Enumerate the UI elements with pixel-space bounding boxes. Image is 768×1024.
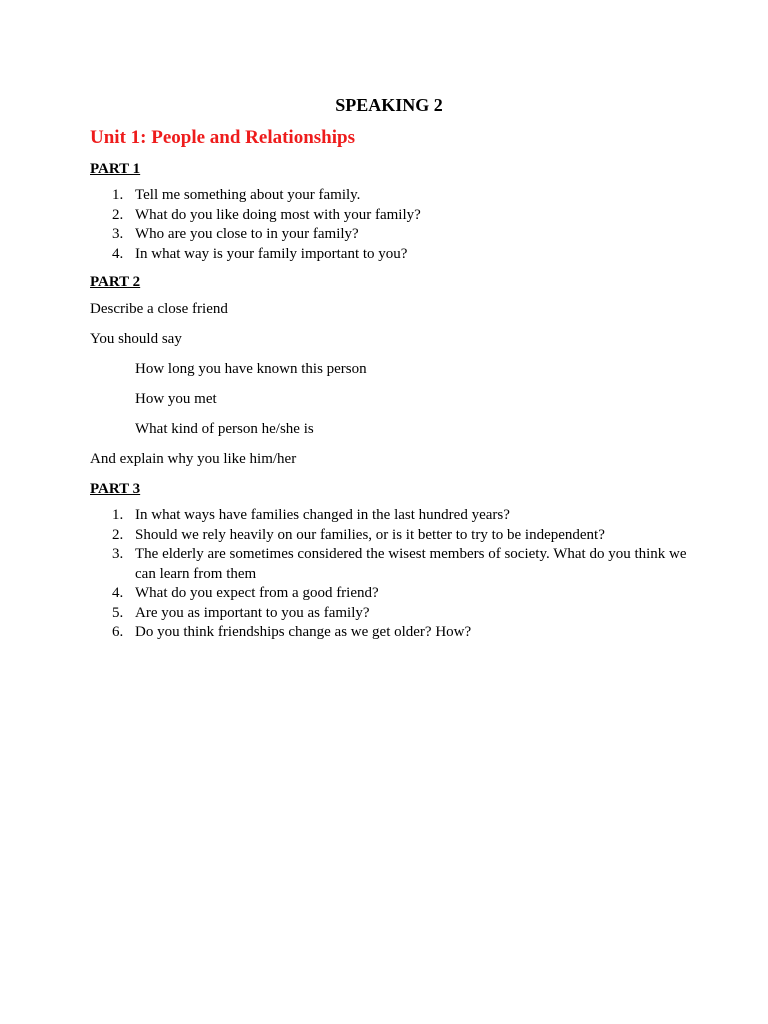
part-3-question-list — [90, 506, 688, 643]
list-number: 1. — [112, 507, 124, 523]
part-1-heading: PART 1 — [90, 161, 141, 177]
question-text: Should we rely heavily on our families, or is it better to try to be independent? — [135, 526, 605, 543]
question-text: Are you as important to you as family? — [135, 604, 370, 621]
list-item — [90, 506, 688, 526]
cue-point: What kind of person he/she is — [135, 421, 314, 437]
list-number: 2. — [112, 526, 124, 543]
explain-text: And explain why you like him/her — [90, 451, 297, 467]
list-number: 4. — [112, 245, 124, 262]
question-text: Who are you close to in your family? — [135, 226, 359, 242]
list-item — [90, 186, 688, 206]
cue-point: How long you have known this person — [135, 361, 367, 377]
question-text: In what way is your family important to you? — [135, 245, 408, 262]
list-number: 4. — [112, 585, 124, 601]
list-item — [90, 206, 688, 226]
list-number: 6. — [112, 624, 124, 640]
list-item — [90, 604, 688, 624]
question-text: Tell me something about your family. — [135, 187, 361, 203]
question-text: In what ways have families changed in the last hundred years? — [135, 507, 510, 523]
part-2-heading: PART 2 — [90, 274, 141, 290]
cue-point: How you met — [135, 391, 217, 407]
list-item — [90, 623, 688, 643]
question-text: Do you think friendships change as we get older? How? — [135, 624, 472, 640]
unit-title: Unit 1: People and Relationships — [90, 127, 355, 148]
part-2-prompt: Describe a close friend — [90, 301, 228, 317]
list-item — [90, 545, 688, 584]
part-1-question-list — [90, 186, 688, 264]
question-text: What do you like doing most with your family? — [135, 206, 421, 223]
list-item — [90, 245, 688, 265]
question-text: The elderly are sometimes considered the wisest members of society. What do you think we can learn from them — [135, 546, 687, 582]
you-should-say-text: You should say — [90, 331, 182, 347]
list-number: 1. — [112, 187, 124, 203]
list-number: 2. — [112, 206, 124, 223]
question-text: What do you expect from a good friend? — [135, 585, 379, 601]
list-item — [90, 584, 688, 604]
list-item — [90, 526, 688, 546]
document-title: SPEAKING 2 — [335, 95, 443, 115]
list-item — [90, 225, 688, 245]
list-number: 5. — [112, 604, 124, 621]
part-3-heading: PART 3 — [90, 481, 141, 497]
list-number: 3. — [112, 546, 124, 562]
list-number: 3. — [112, 226, 124, 242]
